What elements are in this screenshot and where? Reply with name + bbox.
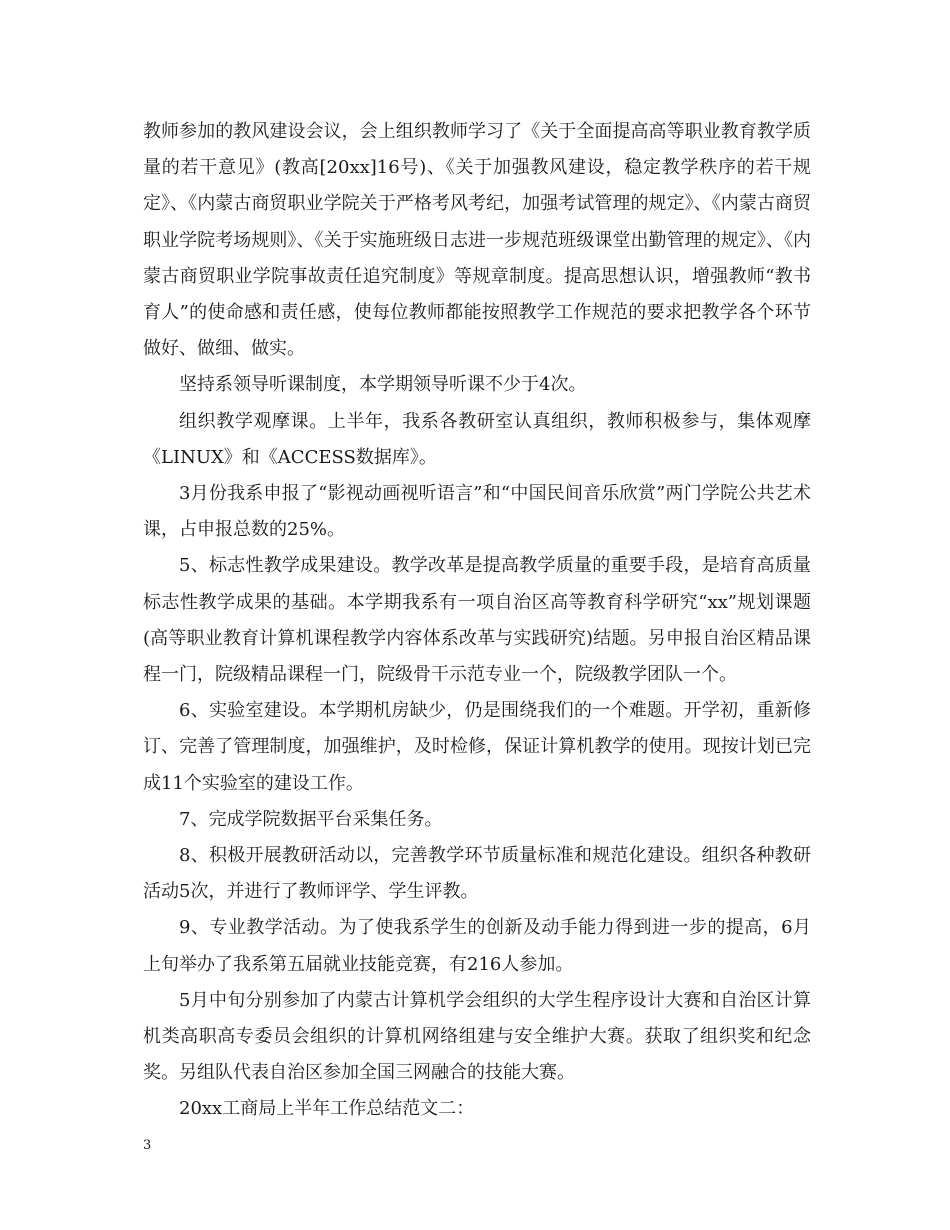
paragraph-competitions: 5月中旬分别参加了内蒙古计算机学会组织的大学生程序设计大赛和自治区计算机类高职高专委员会组织的计算机网络组建与安全维护大赛。获取了组织奖和纪念奖。另组队代表自治区参加全国三网融合的技能大赛。: [143, 989, 811, 1084]
paragraph-item-5: 5、标志性教学成果建设。教学改革是提高教学质量的重要手段，是培育高质量标志性教学成果的基础。本学期我系有一项自治区高等教育科学研究“xx”规划课题(高等职业教育计算机课程教学内容体系改革与实践研究)结题。另申报自治区精品课程一门，院级精品课程一门，院级骨干示范专业一个，院级教学团队一个。: [143, 555, 811, 686]
paragraph-art-courses: 3月份我系申报了“影视动画视听语言”和“中国民间音乐欣赏”两门学院公共艺术课，占申报总数的25%。: [143, 483, 811, 541]
paragraph-item-9: 9、专业教学活动。为了使我系学生的创新及动手能力得到进一步的提高，6月上旬举办了我系第五届就业技能竞赛，有216人参加。: [143, 917, 811, 975]
document-body: [143, 114, 811, 1128]
paragraph-continued: 教师参加的教风建设会议，会上组织教师学习了《关于全面提高高等职业教育教学质量的若干意见》(教高[20xx]16号)、《关于加强教风建设，稳定教学秩序的若干规定》、《内蒙古商贸职业学院关于严格考风考纪，加强考试管理的规定》、《内蒙古商贸职业学院考场规则》、《关于实施班级日志进一步规范班级课堂出勤管理的规定》、《内蒙古商贸职业学院事故责任追究制度》等规章制度。提高思想认识，增强教师“教书育人”的使命感和责任感，使每位教师都能按照教学工作规范的要求把教学各个环节做好、做细、做实。: [143, 121, 811, 360]
paragraph-demo-class: 组织教学观摩课。上半年，我系各教研室认真组织，教师积极参与，集体观摩《LINUX》和《ACCESS数据库》。: [143, 410, 811, 468]
paragraph-lecture-audit: 坚持系领导听课制度，本学期领导听课不少于4次。: [179, 374, 587, 396]
paragraph-section-heading: 20xx工商局上半年工作总结范文二：: [179, 1098, 475, 1120]
paragraph-item-8: 8、积极开展教研活动以，完善教学环节质量标准和规范化建设。组织各种教研活动5次，并进行了教师评学、学生评教。: [143, 845, 811, 903]
paragraph-item-7: 7、完成学院数据平台采集任务。: [179, 808, 443, 830]
paragraph-item-6: 6、实验室建设。本学期机房缺少，仍是围绕我们的一个难题。开学初，重新修订、完善了管理制度，加强维护，及时检修，保证计算机教学的使用。现按计划已完成11个实验室的建设工作。: [143, 700, 811, 794]
page-number: 3: [143, 1138, 152, 1153]
